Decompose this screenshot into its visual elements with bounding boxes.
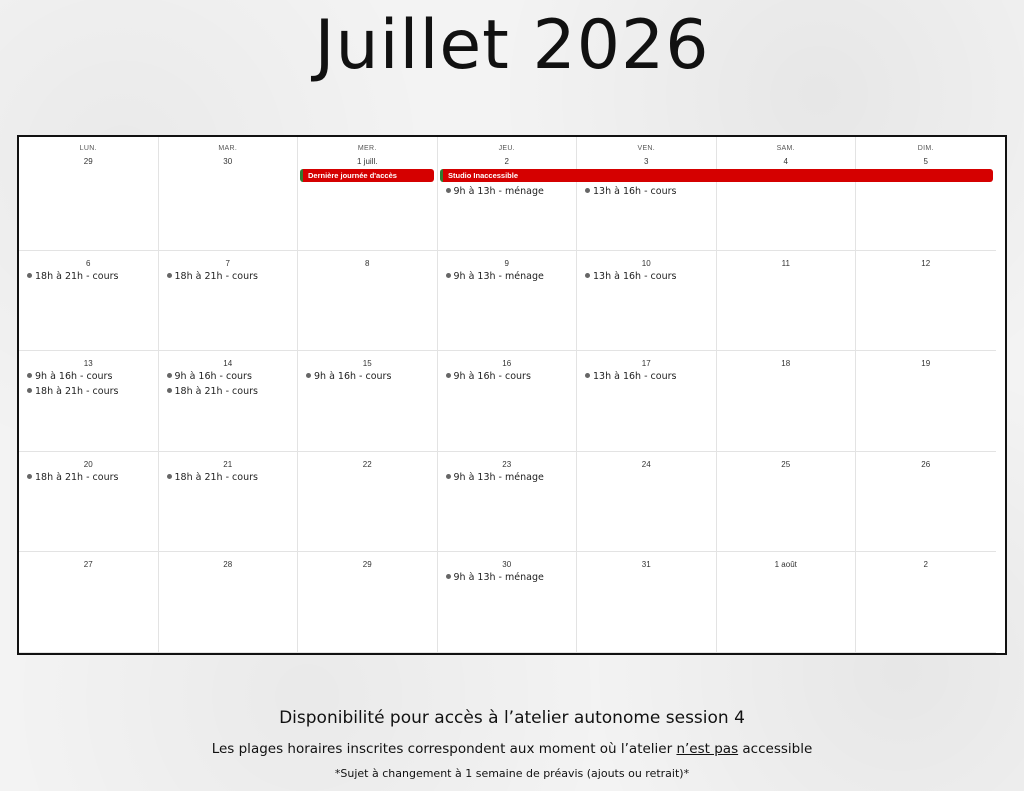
event-dot-icon (167, 388, 172, 393)
day-number: 2 (923, 560, 928, 569)
event-dot-icon (585, 273, 590, 278)
calendar-day-cell[interactable] (159, 452, 299, 552)
day-number: 14 (223, 359, 233, 368)
event-label: 9h à 16h - cours (174, 371, 252, 382)
day-number: 30 (223, 157, 233, 166)
day-number: 1 juill. (357, 157, 378, 166)
calendar-day-cell[interactable] (717, 452, 857, 552)
event-dot-icon (27, 388, 32, 393)
calendar-week-row (19, 351, 1005, 452)
event-dot-icon (167, 373, 172, 378)
calendar-day-cell[interactable] (577, 552, 717, 653)
calendar-week-row (19, 452, 1005, 552)
calendar-day-cell[interactable] (438, 351, 578, 452)
calendar-event[interactable] (585, 271, 676, 282)
event-label: 13h à 16h - cours (593, 271, 677, 282)
calendar-day-cell[interactable] (19, 137, 159, 251)
calendar-day-cell[interactable] (298, 452, 438, 552)
calendar-day-cell[interactable] (298, 351, 438, 452)
day-number: 31 (641, 560, 651, 569)
calendar-week-row (19, 552, 1005, 653)
calendar-day-cell[interactable] (577, 351, 717, 452)
calendar-day-cell[interactable] (577, 137, 717, 251)
day-number: 23 (502, 460, 512, 469)
weekday-label: SAM. (776, 145, 795, 152)
caption-explanation-text-end: accessible (738, 741, 813, 757)
event-dot-icon (446, 474, 451, 479)
event-dot-icon (585, 188, 590, 193)
calendar-day-cell[interactable] (717, 251, 857, 351)
weekday-label: LUN. (79, 145, 97, 152)
event-label: 18h à 21h - cours (35, 472, 119, 483)
event-label: 18h à 21h - cours (35, 386, 119, 397)
caption-availability: Disponibilité pour accès à l’atelier autonome session 4 (279, 708, 745, 728)
weekday-label: DIM. (917, 145, 934, 152)
calendar-event[interactable] (585, 186, 676, 197)
event-dot-icon (585, 373, 590, 378)
day-number: 29 (83, 157, 93, 166)
weekday-label: MAR. (218, 145, 238, 152)
day-number: 27 (83, 560, 93, 569)
event-label: 9h à 16h - cours (453, 371, 531, 382)
page-title: Juillet 2026 (314, 6, 710, 85)
caption-explanation-text: Les plages horaires inscrites correspondent aux moment où l’atelier (211, 741, 677, 757)
day-number: 18 (781, 359, 791, 368)
day-number: 10 (641, 259, 651, 268)
calendar-day-cell[interactable] (856, 137, 996, 251)
event-banner-last-day[interactable]: Dernière journée d'accès (300, 169, 434, 182)
day-number: 26 (921, 460, 931, 469)
calendar-day-cell[interactable] (717, 351, 857, 452)
event-dot-icon (446, 373, 451, 378)
event-label: 18h à 21h - cours (174, 386, 258, 397)
day-number: 30 (502, 560, 512, 569)
calendar-event[interactable] (446, 572, 544, 583)
calendar-event[interactable] (27, 386, 118, 397)
event-label: 13h à 16h - cours (593, 186, 677, 197)
day-number: 25 (781, 460, 791, 469)
day-number: 28 (223, 560, 233, 569)
calendar-day-cell[interactable] (438, 251, 578, 351)
calendar-event[interactable] (27, 371, 112, 382)
calendar-day-cell[interactable] (856, 452, 996, 552)
caption-notice: *Sujet à changement à 1 semaine de préavis (ajouts ou retrait)* (334, 767, 690, 780)
day-number: 3 (644, 157, 649, 166)
calendar-day-cell[interactable] (438, 452, 578, 552)
day-number: 22 (362, 460, 372, 469)
calendar-event[interactable] (446, 271, 544, 282)
day-number: 24 (641, 460, 651, 469)
day-number: 8 (365, 259, 370, 268)
calendar-day-cell[interactable] (159, 351, 299, 452)
calendar-event[interactable] (27, 472, 118, 483)
event-dot-icon (27, 474, 32, 479)
event-label: 9h à 13h - ménage (453, 472, 544, 483)
day-number: 29 (362, 560, 372, 569)
calendar-event[interactable] (167, 371, 252, 382)
day-number: 13 (83, 359, 93, 368)
event-label: 18h à 21h - cours (35, 271, 119, 282)
caption-explanation-emphasis: n’est pas (676, 741, 739, 757)
calendar-event[interactable] (306, 371, 391, 382)
day-number: 12 (921, 259, 931, 268)
day-number: 19 (921, 359, 931, 368)
day-number: 2 (504, 157, 509, 166)
event-label: 9h à 16h - cours (314, 371, 392, 382)
event-dot-icon (306, 373, 311, 378)
event-label: 9h à 13h - ménage (453, 271, 544, 282)
calendar-day-cell[interactable] (717, 552, 857, 653)
calendar-day-cell[interactable] (159, 251, 299, 351)
month-calendar (17, 135, 1007, 655)
calendar-event[interactable] (167, 271, 258, 282)
day-number: 7 (225, 259, 230, 268)
day-number: 5 (923, 157, 928, 166)
event-dot-icon (27, 373, 32, 378)
event-label: 9h à 16h - cours (35, 371, 113, 382)
calendar-day-cell[interactable] (19, 552, 159, 653)
event-dot-icon (27, 273, 32, 278)
calendar-day-cell[interactable] (717, 137, 857, 251)
day-number: 15 (362, 359, 372, 368)
calendar-event[interactable] (446, 472, 544, 483)
calendar-week-row (19, 137, 1005, 251)
calendar-day-cell[interactable] (19, 351, 159, 452)
calendar-day-cell[interactable] (577, 452, 717, 552)
day-number: 20 (83, 460, 93, 469)
event-dot-icon (167, 273, 172, 278)
calendar-week-row (19, 251, 1005, 351)
day-number: 21 (223, 460, 233, 469)
event-label: 18h à 21h - cours (174, 271, 258, 282)
day-number: 1 août (774, 560, 797, 569)
calendar-event[interactable] (27, 271, 118, 282)
day-number: 16 (502, 359, 512, 368)
calendar-event[interactable] (585, 371, 676, 382)
caption-explanation (0, 741, 1024, 757)
calendar-day-cell[interactable] (856, 552, 996, 653)
calendar-event[interactable] (446, 371, 531, 382)
calendar-day-cell[interactable] (438, 552, 578, 653)
day-number: 17 (641, 359, 651, 368)
day-number: 9 (504, 259, 509, 268)
event-label: 9h à 13h - ménage (453, 186, 544, 197)
calendar-day-cell[interactable] (159, 552, 299, 653)
calendar-event[interactable] (167, 472, 258, 483)
calendar-day-cell[interactable] (298, 552, 438, 653)
calendar-event[interactable] (446, 186, 544, 197)
calendar-day-cell[interactable] (856, 251, 996, 351)
calendar-day-cell[interactable] (577, 251, 717, 351)
weekday-label: VEN. (637, 145, 656, 152)
event-dot-icon (446, 273, 451, 278)
event-label: 18h à 21h - cours (174, 472, 258, 483)
day-number: 6 (86, 259, 91, 268)
calendar-day-cell[interactable] (438, 137, 578, 251)
event-banner-studio-inaccessible[interactable]: Studio Inaccessible (440, 169, 993, 182)
event-label: 9h à 13h - ménage (453, 572, 544, 583)
event-label: 13h à 16h - cours (593, 371, 677, 382)
event-dot-icon (167, 474, 172, 479)
calendar-day-cell[interactable] (19, 251, 159, 351)
weekday-label: JEU. (498, 145, 515, 152)
weekday-label: MER. (357, 145, 377, 152)
calendar-event[interactable] (167, 386, 258, 397)
day-number: 11 (781, 259, 790, 268)
event-dot-icon (446, 188, 451, 193)
event-dot-icon (446, 574, 451, 579)
calendar-day-cell[interactable] (856, 351, 996, 452)
calendar-day-cell[interactable] (19, 452, 159, 552)
calendar-day-cell[interactable] (159, 137, 299, 251)
calendar-day-cell[interactable] (298, 251, 438, 351)
day-number: 4 (783, 157, 788, 166)
calendar-day-cell[interactable] (298, 137, 438, 251)
